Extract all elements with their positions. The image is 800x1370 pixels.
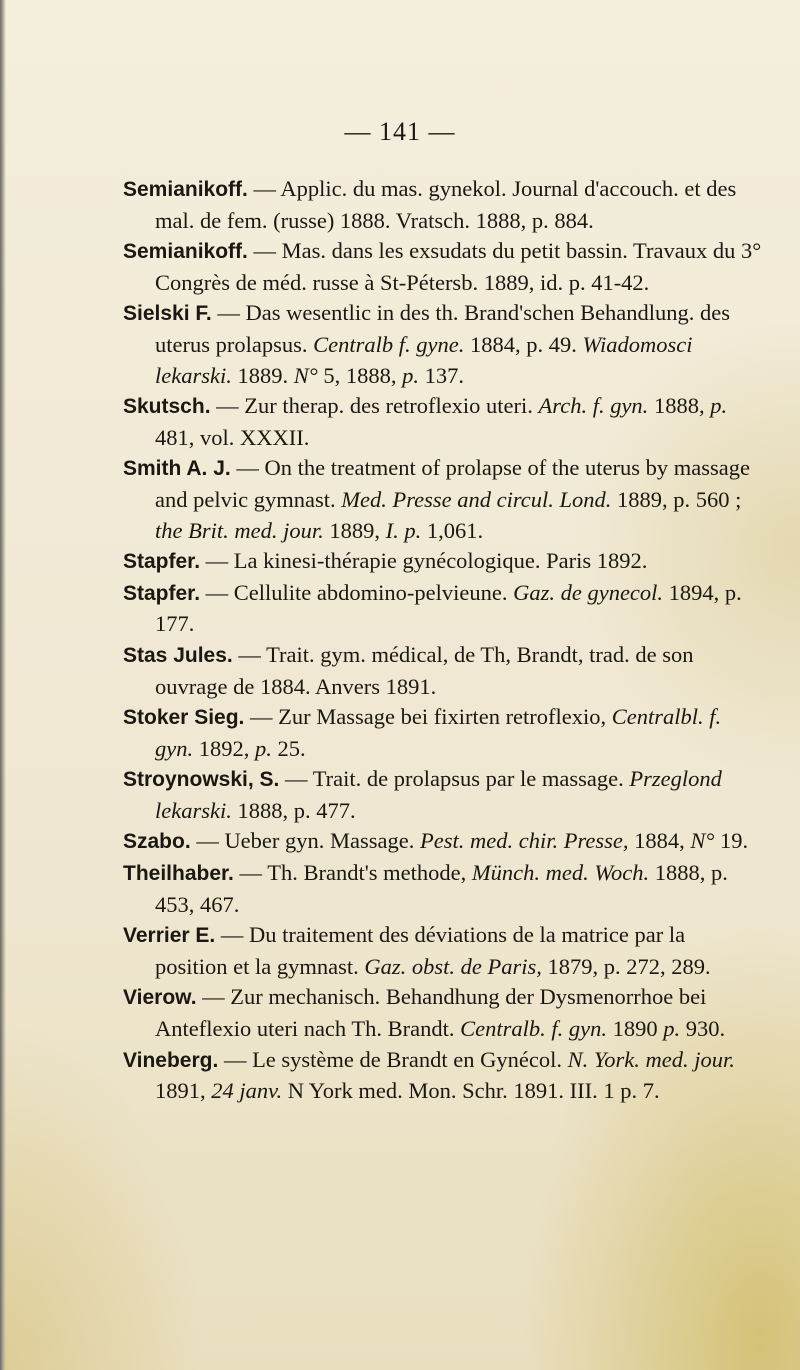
entry-author: Sielski F. [123, 302, 212, 326]
entry-source-italic: N° [293, 362, 318, 388]
entry-source-italic: Pest. med. chir. Presse, [420, 828, 629, 854]
bibliography-entry [123, 391, 763, 453]
entry-text: 1892, [193, 735, 255, 761]
entry-author: Stoker Sieg. [123, 706, 245, 730]
entry-text: — Ueber gyn. Massage. [190, 828, 421, 854]
entry-text: 1891, [155, 1078, 212, 1104]
entry-text: 481, vol. XXXII. [155, 424, 310, 450]
bibliography-entry [123, 764, 763, 826]
entry-source-italic: Arch. f. gyn. [538, 393, 649, 419]
entry-source-italic: N. York. med. jour. [567, 1046, 735, 1072]
entry-source-italic: Przeglond lekarski. [155, 766, 722, 823]
bibliography-entry [123, 1045, 763, 1107]
entry-author: Stroynowski, S. [123, 768, 280, 792]
entry-author: Stapfer. [123, 550, 201, 574]
entry-author: Smith A. J. [123, 457, 231, 481]
entry-text: 1888, p. 477. [231, 797, 356, 823]
bibliography-entry [123, 453, 763, 546]
bibliography-entry [123, 920, 763, 982]
bibliography-entry [123, 546, 763, 578]
entry-text: — Mas. dans les exsudats du petit bassin. Travaux du 3° Congrès de méd. russe à St-Pétersb. 1889, id. p. 41-42. [155, 238, 762, 295]
entry-source-italic: Centralb. f. gyn. [460, 1016, 607, 1042]
entry-author: Skutsch. [123, 395, 211, 419]
entry-text: 1889, [323, 517, 386, 543]
entry-author: Stas Jules. [123, 643, 233, 667]
entry-text: 1884, p. 49. [464, 331, 583, 357]
bibliography-entry [123, 578, 763, 640]
entry-source-italic: Gaz. obst. de Paris, [364, 953, 542, 979]
entry-text: 19. [714, 828, 749, 854]
entry-source-italic: Gaz. de gynecol. [513, 579, 664, 605]
entry-source-italic: 24 janv. [211, 1078, 283, 1104]
bibliography-list [123, 174, 763, 1107]
entry-text: 5, 1888, [317, 362, 403, 388]
bibliography-entry [123, 858, 763, 920]
entry-text: — Le système de Brandt en Gynécol. [218, 1046, 568, 1072]
entry-text: 930. [680, 1016, 726, 1042]
entry-author: Vierow. [123, 986, 197, 1010]
entry-text: 1884, [628, 828, 691, 854]
entry-author: Stapfer. [123, 581, 201, 605]
entry-text: 137. [419, 362, 464, 388]
entry-text: — Cellulite abdomino-pelvieune. [200, 579, 514, 605]
bibliography-entry [123, 298, 763, 391]
entry-text: — Applic. du mas. gynekol. Journal d'accouch. et des mal. de fem. (russe) 1888. Vratsch. 1888, p. 884. [155, 176, 737, 233]
entry-author: Verrier E. [123, 924, 216, 948]
entry-text: 1889. [231, 362, 294, 388]
entry-text: N York med. Mon. Schr. 1891. III. 1 p. 7. [282, 1078, 660, 1104]
entry-text: 1,061. [421, 517, 484, 543]
entry-text: — On the treatment of prolapse of the uterus by massage and pelvic gymnast. [155, 455, 750, 512]
bibliography-entry [123, 236, 763, 298]
entry-author: Vineberg. [123, 1048, 219, 1072]
entry-source-italic: Centralbl. f. gyn. [155, 704, 722, 761]
entry-author: Szabo. [123, 830, 191, 854]
entry-text: 1890 [607, 1016, 664, 1042]
entry-text: — Zur Massage bei fixirten retroflexio, [244, 704, 612, 730]
entry-text: — Du traitement des déviations de la matrice par la position et la gymnast. [155, 922, 686, 979]
entry-text: 1889, p. 560 ; [611, 486, 742, 512]
entry-text: 25. [271, 735, 306, 761]
entry-author: Semianikoff. [123, 240, 248, 264]
entry-text: 1888, p. 453, 467. [155, 860, 728, 917]
bibliography-entry [123, 174, 763, 236]
entry-text: 1888, [648, 393, 711, 419]
entry-source-italic: N° [690, 828, 715, 854]
entry-author: Semianikoff. [123, 178, 248, 201]
bibliography-entry [123, 982, 763, 1044]
bibliography-entry [123, 826, 763, 858]
entry-source-italic: p. [255, 735, 272, 761]
entry-source-italic: I. p. [385, 517, 422, 543]
page-binding-edge [0, 0, 6, 1370]
entry-source-italic: p. [402, 362, 419, 388]
entry-text: — Zur mechanisch. Behandhung der Dysmenorrhoe bei Anteflexio uteri nach Th. Brandt. [155, 984, 707, 1042]
entry-author: Theilhaber. [123, 862, 234, 886]
entry-source-italic: p. [710, 393, 728, 419]
bibliography-entry [123, 640, 763, 702]
bibliography-entry [123, 702, 763, 764]
entry-text: — Th. Brandt's methode, [233, 860, 472, 886]
entry-text: — Zur therap. des retroflexio uteri. [210, 393, 539, 419]
entry-source-italic: Münch. med. Woch. [471, 860, 650, 886]
entry-text: — La kinesi-thérapie gynécologique. Paris 1892. [200, 548, 648, 574]
page-number: — 141 — [344, 117, 456, 146]
entry-text: — Trait. de prolapsus par le massage. [279, 766, 630, 792]
entry-text: 1879, p. 272, 289. [541, 953, 711, 979]
entry-source-italic: p. [663, 1016, 681, 1042]
entry-source-italic: Centralb f. gyne. [313, 331, 465, 357]
entry-text: — Trait. gym. médical, de Th, Brandt, trad. de son ouvrage de 1884. Anvers 1891. [155, 641, 694, 699]
entry-source-italic: Wiadomosci lekarski. [155, 331, 693, 388]
entry-text: — Das wesentlic in des th. Brand'schen Behandlung. des uterus prolapsus. [155, 300, 731, 357]
entry-text: 1894, p. 177. [155, 579, 742, 637]
entry-source-italic: the Brit. med. jour. [155, 517, 324, 543]
entry-source-italic: Med. Presse and circul. Lond. [341, 486, 612, 512]
